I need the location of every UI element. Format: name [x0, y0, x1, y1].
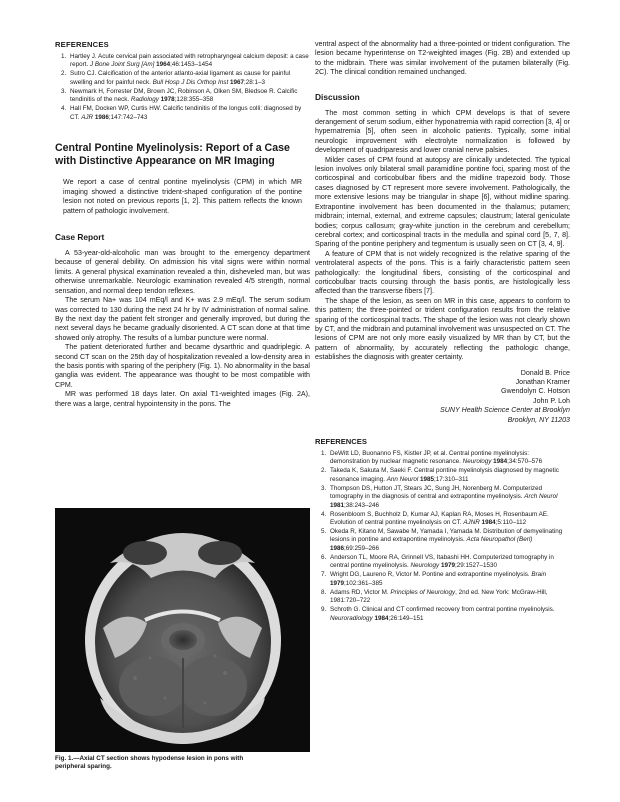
continued-paragraph: ventral aspect of the abnormality had a three-pointed or trident configuration. The lesion became hyperintense on T2-weighted images (Fig. 2B) and extended up to the midbrain. There was similar involvement of the putamen bilaterally (Fig. 2C). The clinical condition remained unchanged.	[315, 40, 570, 77]
references-list	[315, 450, 570, 623]
body-paragraph: A feature of CPM that is not widely recognized is the relative sparing of the ventrolateral aspects of the pons. This is a fairly characteristic pattern seen pathologically: the longitudinal fibers, consisting of the corticospinal and corticobulbar tracts coursing through the basis pontis, are histologically less affected than the transverse fibers [7].	[315, 249, 570, 296]
body-paragraph: MR was performed 18 days later. On axial T1-weighted images (Fig. 2A), there was a large, central hypointensity in the pons. The	[55, 390, 310, 408]
body-paragraph: The most common setting in which CPM develops is that of severe derangement of serum sodium, either hyponatremia with rapid correction [3, 4] or hypernatremia [5], often seen in alcoholic patients. Typically, some initial neurologic improvement with electrolyte normalization is followed by development of quadriparesis and lower cranial nerve palsies.	[315, 108, 570, 155]
body-paragraph: The shape of the lesion, as seen on MR in this case, appears to conform to this pattern; the three-pointed or trident configuration results from the relative sparing of the corticospinal tracts. The shape of the lesion was not clearly shown by CT, and the midbrain and putaminal involvement was unsuspected on CT. The lesions of CPM are not only more easily visualized by MR than by CT, but the pattern of abnormality, by accurately reflecting the pathologic change, establishes the diagnosis with greater certainty.	[315, 296, 570, 362]
author-location: Brooklyn, NY 11203	[507, 415, 570, 424]
author-name: Gwendolyn C. Hotson	[500, 387, 570, 396]
reference-item: 7. Wright DG, Laureno R, Victor M. Pontine and extrapontine myelinolysis. Brain 1979;102:361–385	[328, 571, 570, 588]
reference-item: 2. Sutro CJ. Calcification of the anterior atlanto-axial ligament as cause for painful swelling and for painful neck. Bull Hosp J Dis Orthop Inst 1967;28:1–3	[68, 70, 310, 87]
author-name: John P. Loh	[533, 396, 570, 405]
body-paragraph: The serum Na+ was 104 mEq/l and K+ was 2.9 mEq/l. The serum sodium was corrected to 130 during the next 24 hr by IV administration of normal saline. By the next day the patient felt stronger and generally improved, but during the next several days he became gradually disoriented. A CT scan done at that time showed only atrophy. The results of a lumbar puncture were normal.	[55, 296, 310, 342]
article-title: Central Pontine Myelinolysis: Report of a Case with Distinctive Appearance on MR Imaging	[55, 142, 290, 168]
discussion-body	[315, 109, 570, 363]
author-name: Jonathan Kramer	[515, 378, 570, 386]
abstract: We report a case of central pontine myelinolysis (CPM) in which MR imaging showed a distinctive trident-shaped configuration of the pontine lesion not noted on previous reports [1, 2]. This pattern reflects the known pattern of pathologic involvement.	[63, 178, 302, 215]
figure-caption: Fig. 1.—Axial CT section shows hypodense lesion in pons with peripheral sparing.	[55, 755, 244, 771]
reference-item: 4. Hall FM, Docken WP, Curtis HW. Calcific tendinitis of the longus colli: diagnosed by CT. AJR 1986;147:742–743	[68, 105, 310, 122]
reference-item: 4. Rosenbloom S, Buchholz D, Kumar AJ, Kaplan RA, Moses H, Rosenbaum AE. Evolution of central pontine myelinolysis on CT. AJNR 1984;5:110–112	[328, 511, 570, 528]
reference-item: 3. Newmark H, Forrester DM, Brown JC, Robinson A, Olken SM, Bledsoe R. Calcific tendinitis of the neck. Radiology 1978;128:355–358	[68, 88, 310, 105]
references-heading: REFERENCES	[315, 437, 367, 447]
reference-item: 2. Takeda K, Sakuta M, Saeki F. Central pontine myelinolysis diagnosed by magnetic resonance imaging. Ann Neurol 1985;17:310–311	[328, 467, 570, 484]
reference-item: 9. Schroth G. Clinical and CT confirmed recovery from central pontine myelinolysis. Neuroradiology 1984;26:149–151	[328, 606, 570, 623]
body-paragraph: The patient deteriorated further and became dysarthric and quadriplegic. A second CT scan on the 25th day of hospitalization revealed a low-density area in the basis pontis with sparing of the periphery (Fig. 1). No abnormality in the basal ganglia was evident. The appearance was thought to be most compatible with CPM.	[55, 343, 310, 389]
case-report-body	[55, 249, 310, 409]
body-paragraph: Milder cases of CPM found at autopsy are clinically undetected. The typical lesion involves only bilateral small paramidline pontine foci, sparing most of the corticospinal and corticobulbar fibers and the midline trapezoid body. Those cases diagnosed by CT represent more severe involvement. Pathologically, the more extensive lesions may be triangular in shape [6], without midline sparing. Extrapontine involvement has been documented in the thalamus; putamen; midbrain; internal, external, and extreme capsules; claustrum; lateral geniculate bodies; corpus callosum; gray-white junction in the cerebrum and cerebellum; cerebral cortex; and corticospinal tracts in the medulla and spinal cord [5, 7, 8]. Sparing of the pontine periphery and tegmentum is usually seen on CT [3, 4, 9].	[315, 155, 570, 249]
ct-scan-figure	[55, 508, 310, 752]
reference-item: 3. Thompson DS, Hutton JT, Stears JC, Sung JH, Norenberg M. Computerized tomography in the diagnosis of central and extrapontine myelinolysis. Arch Neurol 1981;38:243–246	[328, 485, 570, 510]
body-paragraph: A 53-year-old-alcoholic man was brought to the emergency department because of general debility. On admission his vital signs were within normal limits. A general physical examination revealed a thin, disheveled man, but was otherwise unremarkable. Neurologic examination revealed 4/5 strength, normal sensation, and normal deep tendon reflexes.	[55, 249, 310, 295]
author-signature	[315, 369, 570, 425]
previous-references-heading: REFERENCES	[55, 40, 109, 49]
ct-scan-image	[55, 508, 310, 752]
reference-item: 6. Anderson TL, Moore RA, Grinnell VS, Itabashi HH. Computerized tomography in central pontine myelinolysis. Neurology 1979;29:1527–1530	[328, 554, 570, 571]
author-name: Donald B. Price	[520, 368, 570, 377]
reference-item: 1. Hartley J. Acute cervical pain associated with retropharyngeal calcium deposit: a case report. J Bone Joint Surg [Am] 1964;46:1453–1454	[68, 53, 310, 70]
reference-item: 5. Okeda R, Kitano M, Sawabe M, Yamada I, Yamada M. Distribution of demyelinating lesions in pontine and extrapontine myelinolysis. Acta Neuropathol (Berl) 1986;69:259–266	[328, 528, 570, 553]
case-report-heading: Case Report	[55, 232, 105, 243]
reference-item: 1. DeWitt LD, Buonanno FS, Kistler JP, et al. Central pontine myelinolysis: demonstration by nuclear magnetic resonance. Neurology 1984;34:570–576	[328, 450, 570, 467]
discussion-heading: Discussion	[315, 91, 360, 102]
reference-item: 8. Adams RD, Victor M. Principles of Neurology, 2nd ed. New York: McGraw-Hill, 1981:720–722	[328, 589, 570, 606]
author-institution: SUNY Health Science Center at Brooklyn	[440, 406, 570, 415]
previous-references-list	[55, 53, 310, 122]
right-column	[315, 40, 570, 624]
left-column	[55, 40, 310, 409]
